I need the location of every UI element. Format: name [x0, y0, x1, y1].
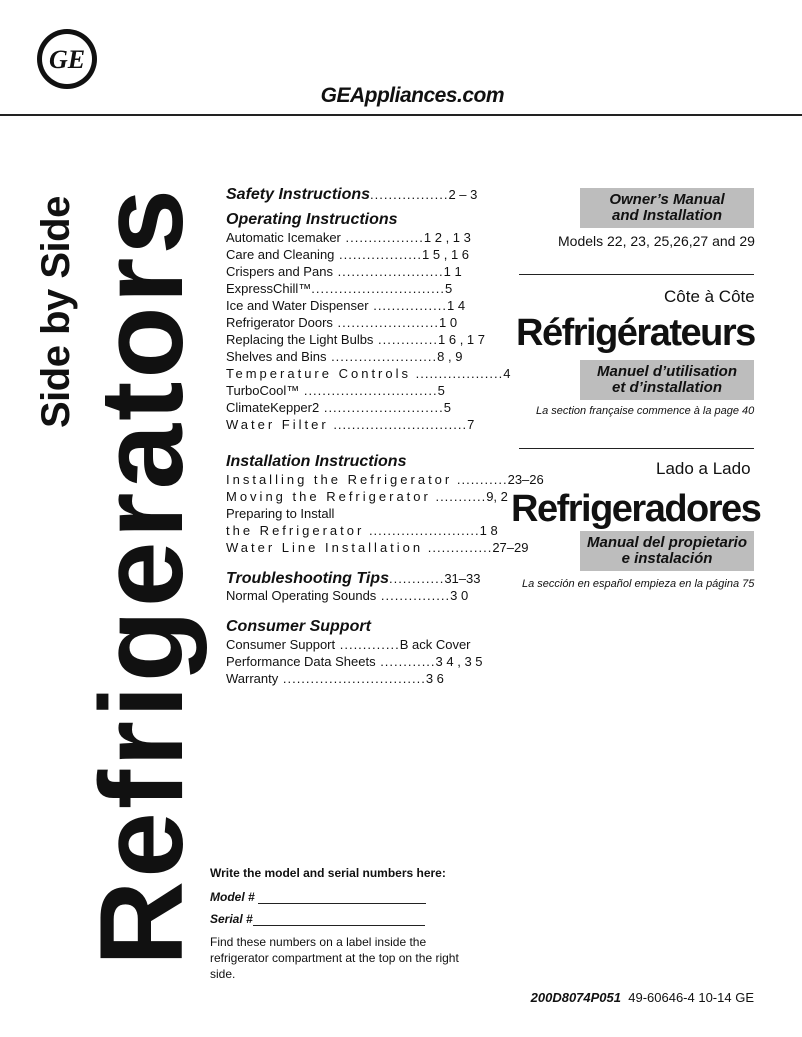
toc-troubleshooting: Troubleshooting Tips............31–33: [226, 570, 481, 587]
divider: [519, 448, 754, 449]
ge-logo: [36, 28, 98, 90]
toc-row: Performance Data Sheets ............3 4 , 3 5: [226, 654, 483, 669]
svg-text:GE: GE: [48, 45, 86, 74]
serial-field: Serial #: [210, 912, 470, 926]
models-list: Models 22, 23, 25,26,27 and 29: [558, 233, 755, 249]
header-divider: [0, 114, 802, 116]
spanish-subtitle: Lado a Lado: [656, 459, 751, 478]
spanish-title: Refrigeradores: [511, 488, 761, 530]
toc-installation-heading: Installation Instructions: [226, 453, 407, 470]
toc-row: Normal Operating Sounds ...............3 0: [226, 588, 469, 603]
vertical-title: Refrigerators: [76, 186, 208, 967]
toc-row: Care and Cleaning ..................1 5 , 1 6: [226, 247, 470, 262]
document-code: 200D8074P051 49-60646-4 10-14 GE: [530, 990, 754, 1005]
toc-row: TurboCool™ .............................5: [226, 383, 445, 398]
toc-row: ExpressChill™.............................5: [226, 281, 453, 296]
serial-number-block: [210, 866, 470, 982]
toc-row: Refrigerator Doors ......................1 0: [226, 315, 458, 330]
toc-operating-heading: Operating Instructions: [226, 211, 398, 228]
toc-row: Crispers and Pans .......................1 1: [226, 264, 462, 279]
toc-row: Moving the Refrigerator ...........9, 2: [226, 489, 508, 504]
serial-instructions: Find these numbers on a label inside the refrigerator compartment at the top on the right side.: [210, 935, 459, 981]
toc-row: Shelves and Bins .......................8 , 9: [226, 349, 463, 364]
toc-row: Water Line Installation ..............27–29: [226, 540, 529, 555]
toc-row: Automatic Icemaker .................1 2 , 1 3: [226, 230, 471, 245]
french-subtitle: Côte à Côte: [664, 287, 755, 306]
toc-consumer-heading: Consumer Support: [226, 618, 371, 635]
spanish-note: La sección en español empieza en la página 75: [522, 578, 755, 590]
serial-heading: Write the model and serial numbers here:: [210, 866, 446, 880]
french-note: La section française commence à la page 40: [536, 405, 755, 417]
model-field: Model #: [210, 890, 470, 904]
owners-manual-box: Owner’s Manual and Installation: [580, 188, 754, 228]
vertical-subtitle: Side by Side: [34, 196, 78, 428]
toc-row: Temperature Controls ...................4: [226, 366, 511, 381]
toc-row: Ice and Water Dispenser ................1 4: [226, 298, 466, 313]
divider: [519, 274, 754, 275]
toc-row: Installing the Refrigerator ...........23–26: [226, 472, 544, 487]
toc-row: Replacing the Light Bulbs .............1 6 , 1 7: [226, 332, 485, 347]
site-url: GEAppliances.com: [320, 84, 504, 107]
toc-row: Water Filter .............................7: [226, 417, 475, 432]
toc-row: the Refrigerator ........................1 8: [226, 523, 498, 538]
table-of-contents: [226, 186, 566, 687]
french-title: Réfrigérateurs: [516, 312, 755, 354]
toc-row: Preparing to Install: [226, 506, 335, 521]
toc-safety: Safety Instructions.................2 – 3: [226, 186, 478, 203]
toc-row: Warranty ...............................3 6: [226, 671, 444, 686]
toc-row: ClimateKepper2 ..........................5: [226, 400, 451, 415]
spanish-manual-box: Manual del propietario e instalación: [580, 531, 754, 571]
french-manual-box: Manuel d’utilisation et d’installation: [580, 360, 754, 400]
toc-row: Consumer Support .............B ack Cover: [226, 637, 471, 652]
